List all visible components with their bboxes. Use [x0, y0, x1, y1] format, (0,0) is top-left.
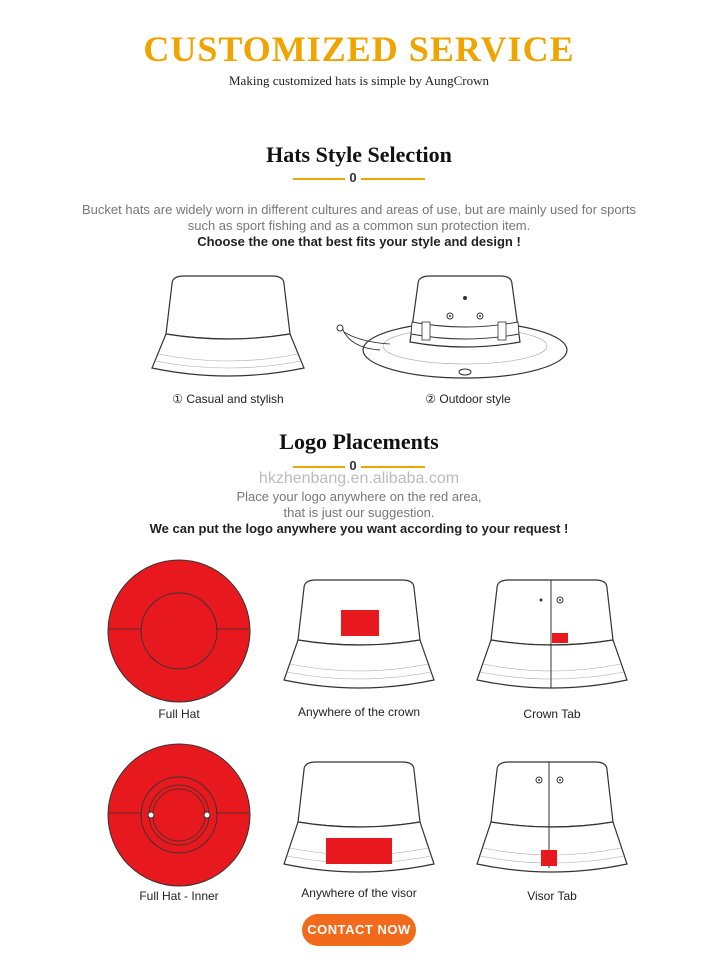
full-hat-inner-diagram: [106, 742, 252, 888]
style-option-casual: ① Casual and stylish: [172, 392, 284, 406]
style-section-title: Hats Style Selection: [266, 142, 452, 167]
outdoor-hat-illustration: [330, 272, 570, 382]
placement-full-hat: Full Hat: [158, 707, 200, 721]
full-hat-diagram: [106, 558, 252, 704]
crown-tab-diagram: [465, 578, 639, 696]
placement-visor-tab: Visor Tab: [527, 889, 577, 903]
placement-visor: Anywhere of the visor: [301, 886, 417, 900]
placement-crown-tab: Crown Tab: [523, 707, 581, 721]
divider-mark: 0: [345, 170, 361, 186]
divider-mark: 0: [345, 458, 361, 474]
watermark: hkzhenbang.en.alibaba.com: [258, 470, 460, 487]
style-description-line2: such as sport fishing and as a common sun protection item.: [187, 218, 531, 233]
style-option-outdoor: ② Outdoor style: [425, 392, 511, 406]
contact-now-button[interactable]: CONTACT NOW: [302, 914, 416, 946]
visor-tab-diagram: [465, 760, 639, 880]
placement-full-hat-inner: Full Hat - Inner: [139, 889, 219, 903]
visor-placement-diagram: [272, 760, 446, 880]
style-emphasis: Choose the one that best fits your style and design !: [197, 234, 521, 249]
style-description-line1: Bucket hats are widely worn in different cultures and areas of use, but are mainly used for sports: [82, 202, 636, 217]
placement-crown: Anywhere of the crown: [297, 705, 421, 719]
crown-placement-diagram: [272, 578, 446, 696]
page-subtitle: Making customized hats is simple by AungCrown: [229, 73, 489, 88]
logo-line1: Place your logo anywhere on the red area,: [236, 489, 482, 504]
logo-line2: that is just our suggestion.: [283, 505, 435, 520]
style-section-divider: [293, 171, 425, 187]
logo-emphasis: We can put the logo anywhere you want according to your request !: [149, 521, 569, 536]
casual-hat-illustration: [140, 272, 316, 382]
logo-section-title: Logo Placements: [279, 429, 439, 454]
page-title: CUSTOMIZED SERVICE: [143, 29, 575, 69]
